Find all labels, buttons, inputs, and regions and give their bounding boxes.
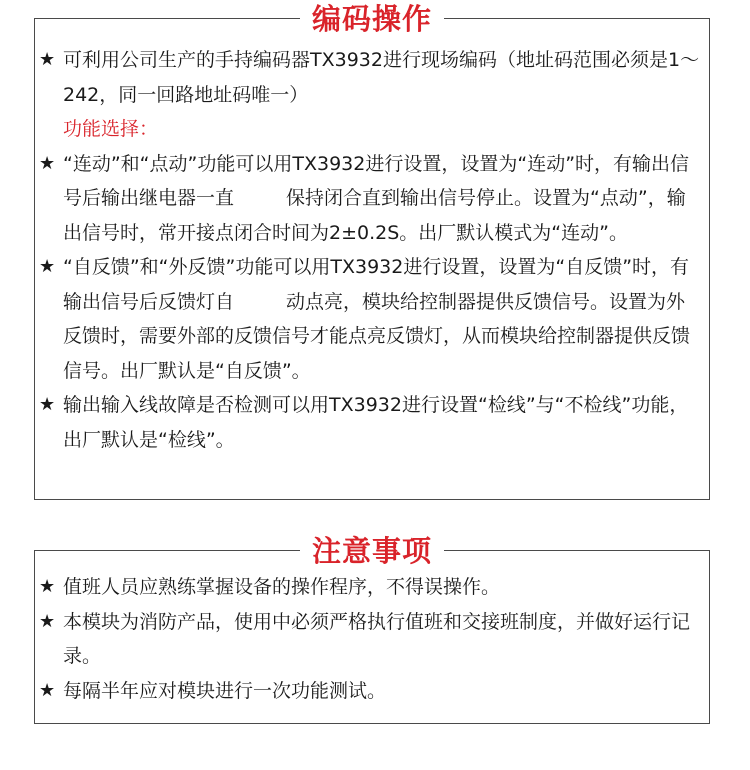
star-bullet-icon: ★ <box>39 49 56 70</box>
coding-item-2-text-b: 保持闭合直到输出信号停止。设置为“点动”，输出信号时，常开接点闭合时间为2±0.2S。出厂默认模式为“连动”。 <box>63 187 686 244</box>
notice-item-2-text: 本模块为消防产品，使用中必须严格执行值班和交接班制度，并做好运行记录。 <box>63 610 691 667</box>
coding-operation-title-bar <box>35 0 709 39</box>
star-bullet-icon: ★ <box>39 256 56 277</box>
coding-item-1-text: 可利用公司生产的手持编码器TX3932进行现场编码（地址码范围必须是1～242，同一回路地址码唯一） <box>63 49 700 106</box>
coding-item-1 <box>35 43 703 112</box>
function-select-label: 功能选择： <box>63 118 159 140</box>
coding-item-3-text-b: 动点亮，模块给控制器提供反馈信号。设置为外反馈时，需要外部的反馈信号才能点亮反馈灯，从而模块给控制器提供反馈信号。出厂默认是“自反馈”。 <box>63 290 691 382</box>
coding-operation-title: 编码操作 <box>300 0 444 39</box>
coding-operation-content <box>35 43 703 457</box>
notice-item-3 <box>35 674 703 709</box>
notice-item-3-text: 每隔半年应对模块进行一次功能测试。 <box>63 679 387 702</box>
coding-item-4 <box>35 388 703 457</box>
coding-item-2-text-a: “连动”和“点动”功能可以用TX3932进行设置，设置为“连动”时，有输出信号后输出继电器一直 <box>63 152 690 209</box>
coding-item-4-text: 输出输入线故障是否检测可以用TX3932进行设置“检线”与“不检线”功能，出厂默认是“检线”。 <box>63 394 689 451</box>
coding-item-3-text-a: “自反馈”和“外反馈”功能可以用TX3932进行设置，设置为“自反馈”时，有输出信号后反馈灯自 <box>63 256 690 313</box>
notice-content <box>35 570 703 708</box>
star-bullet-icon: ★ <box>39 610 56 632</box>
star-bullet-icon: ★ <box>39 576 56 597</box>
notice-panel <box>34 534 710 724</box>
notice-item-1-text: 值班人员应熟练掌握设备的操作程序，不得误操作。 <box>63 576 501 598</box>
notice-item-1 <box>35 570 703 605</box>
notice-title-bar <box>35 531 709 571</box>
star-bullet-icon: ★ <box>39 152 56 174</box>
notice-title: 注意事项 <box>300 531 444 571</box>
notice-item-2 <box>35 605 703 674</box>
coding-item-3 <box>35 250 703 388</box>
coding-operation-panel <box>34 2 710 500</box>
coding-item-2 <box>35 147 703 251</box>
star-bullet-icon: ★ <box>39 394 56 415</box>
star-bullet-icon: ★ <box>39 679 56 701</box>
